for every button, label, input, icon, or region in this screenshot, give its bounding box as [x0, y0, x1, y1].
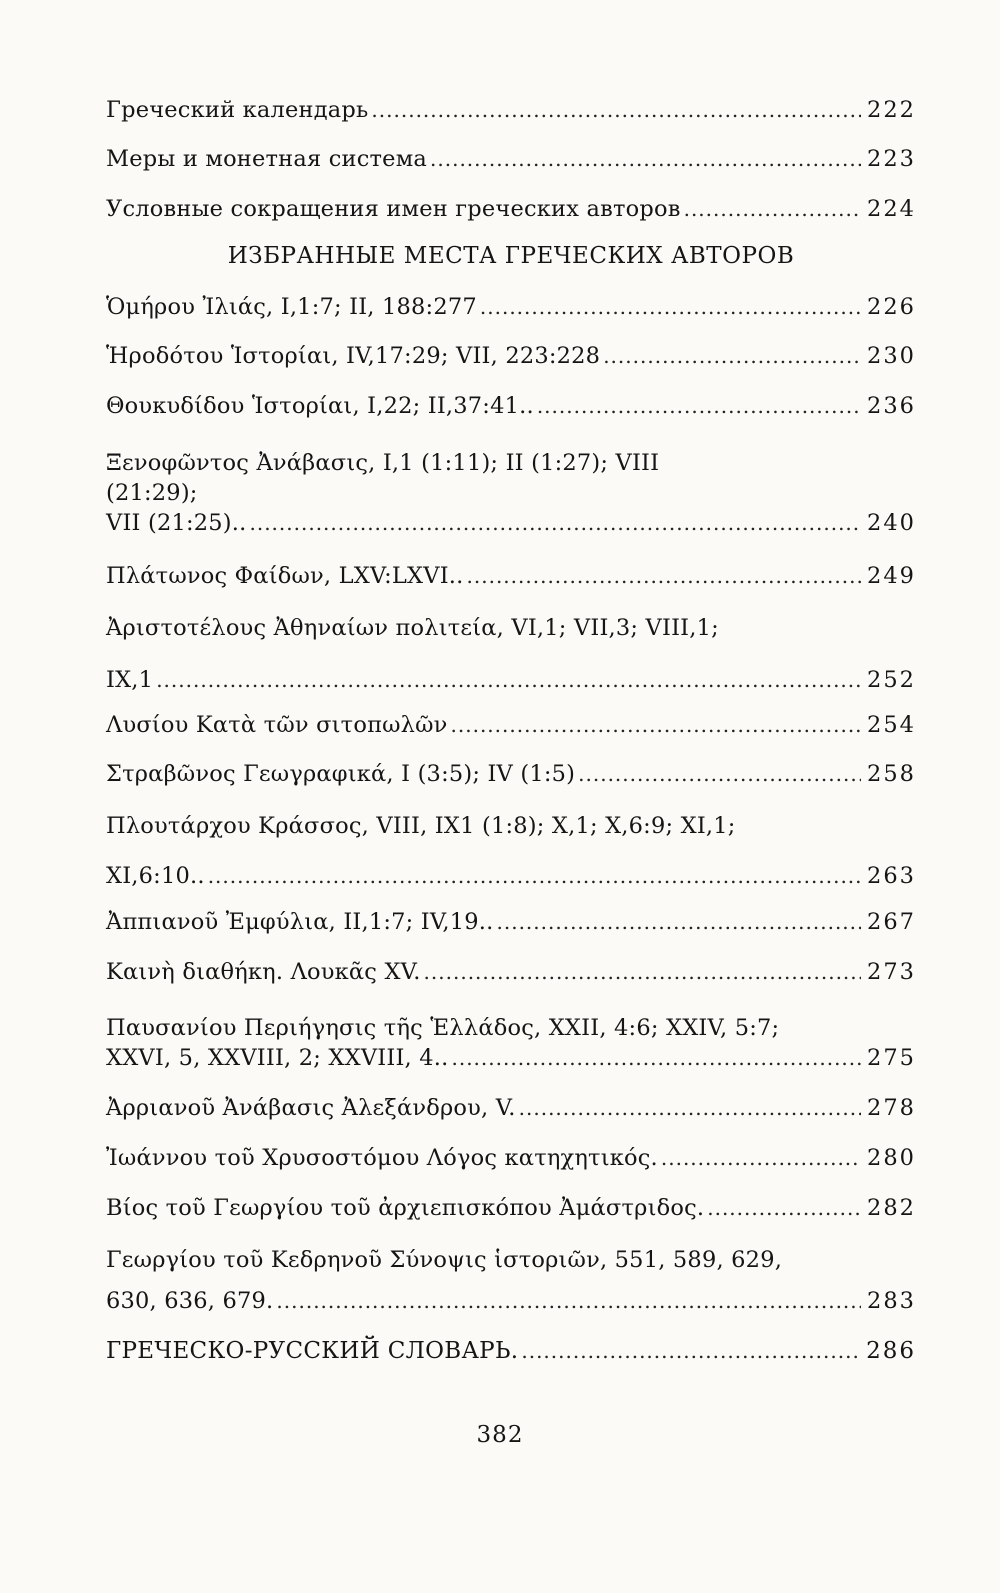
toc-entry-page: 258	[867, 761, 916, 787]
toc-entry-page: 273	[867, 959, 916, 985]
toc-entry-title: Πλουτάρχου Κράσσος, VIII, IX1 (1:8); X,1; X,6:9; XI,1;	[106, 813, 736, 839]
toc-entry-page: 236	[867, 393, 916, 419]
toc-entry	[106, 1245, 916, 1316]
toc-entry	[106, 908, 916, 937]
toc-entry-title: Греческий календарь	[106, 97, 369, 123]
toc-entry-title-continued: VII (21:25)..	[106, 510, 247, 536]
dot-leader	[467, 562, 862, 591]
toc-entry	[106, 711, 916, 740]
toc-entry-title-continued: 630, 636, 679.	[106, 1288, 274, 1314]
toc-entry-title: Βίος τοῦ Γεωργίου τοῦ ἀρχιεπισκόπου Ἀμάστριδος.	[106, 1195, 705, 1221]
toc-entry	[106, 1194, 916, 1223]
toc-entry-page: 283	[867, 1288, 916, 1314]
toc-entry-page: 282	[867, 1195, 916, 1221]
dot-leader	[497, 908, 862, 937]
toc-entry	[106, 958, 916, 987]
toc-entry	[106, 1144, 916, 1173]
toc-entry-page: 224	[867, 196, 916, 222]
toc-entry-title: Ἀππιανοῦ Ἐμφύλια, ΙΙ,1:7; IV,19..	[106, 909, 494, 935]
toc-entry-title: Условные сокращения имен греческих авторов	[106, 196, 681, 222]
toc-entry-page: 267	[867, 909, 916, 935]
toc-entry-title: Καινὴ διαθήκη. Λουκᾶς XV.	[106, 959, 421, 985]
toc-entry-page: 240	[867, 510, 916, 536]
dot-leader	[371, 96, 861, 125]
toc-entry	[106, 448, 916, 538]
toc-entry-title: Ἀρριανοῦ Ἀνάβασις Ἀλεξάνδρου, V.	[106, 1095, 516, 1121]
toc-entry-page: 249	[867, 563, 916, 589]
dot-leader	[661, 1144, 861, 1173]
dot-leader	[208, 862, 861, 891]
dot-leader	[156, 666, 861, 695]
toc-entry-title: Ἰωάννου τοῦ Χρυσοστόμου Λόγος κατηχητικός.	[106, 1145, 658, 1171]
toc-entry	[106, 392, 916, 421]
toc-entry-title-continued: IX,1	[106, 667, 154, 693]
toc-entry	[106, 195, 916, 224]
toc-entry-page: 230	[867, 343, 916, 369]
toc-entry	[106, 342, 916, 371]
toc-entry-page: 286	[866, 1338, 916, 1364]
dot-leader	[684, 195, 861, 224]
section-heading: ИЗБРАННЫЕ МЕСТА ГРЕЧЕСКИХ АВТОРОВ	[227, 243, 795, 269]
toc-entry	[106, 1094, 916, 1123]
dot-leader	[451, 1043, 861, 1073]
toc-entry-page: 278	[867, 1095, 916, 1121]
toc-entry	[106, 293, 916, 322]
toc-entry-title: Ξενοφῶντος Ἀνάβασις, Ι,1 (1:11); ΙΙ (1:27); VIII	[106, 450, 660, 476]
toc-entry-title-continued: XXVI, 5, XXVIII, 2; XXVIII, 4..	[106, 1045, 449, 1071]
page-number: 382	[476, 1422, 524, 1448]
toc-entry-title-continued: (21:29);	[106, 480, 198, 506]
toc-entry-page: 226	[867, 294, 916, 320]
toc-entry-title-continued: XI,6:10..	[106, 863, 205, 889]
dot-leader	[521, 1337, 860, 1366]
dot-leader	[424, 958, 862, 987]
toc-entry	[106, 1013, 916, 1073]
toc-entry	[106, 562, 916, 591]
dot-leader	[276, 1287, 861, 1316]
toc-entry-title: Θουκυδίδου Ἱστορίαι, Ι,22; ΙΙ,37:41..	[106, 393, 534, 419]
toc-entry-page: 223	[867, 146, 916, 172]
dot-leader	[519, 1094, 861, 1123]
toc-entry-page: 275	[867, 1045, 916, 1071]
dot-leader	[537, 392, 861, 421]
toc-entry	[106, 614, 916, 695]
toc-entry-title: Γεωργίου τοῦ Κεδρηνοῦ Σύνοψις ἱστοριῶν, 551, 589, 629,	[106, 1247, 783, 1273]
dot-leader	[707, 1194, 861, 1223]
toc-entry-title: Меры и монетная система	[106, 146, 428, 172]
toc-entry	[106, 812, 916, 891]
toc-entry	[106, 96, 916, 125]
toc-entry-title: Ἡροδότου Ἱστορίαι, IV,17:29; VII, 223:228	[106, 343, 601, 369]
dot-leader	[480, 293, 861, 322]
toc-entry-title: Ἀριστοτέλους Ἀθηναίων πολιτεία, VI,1; VII,3; VIII,1;	[106, 615, 719, 641]
dot-leader	[249, 508, 861, 538]
toc-entry-title: Ὁμήρου Ἰλιάς, Ι,1:7; ΙΙ, 188:277	[106, 294, 477, 320]
toc-entry	[106, 1337, 916, 1366]
toc-entry-title: ГРЕЧЕСКО-РУССКИЙ СЛОВАРЬ.	[106, 1338, 519, 1364]
toc-entry	[106, 760, 916, 789]
toc-entry-title: Λυσίου Κατὰ τῶν σιτοπωλῶν	[106, 712, 448, 738]
toc-entry-title: Πλάτωνος Φαίδων, LXV:LXVI..	[106, 563, 464, 589]
toc-entry-page: 263	[867, 863, 916, 889]
toc-entry-title: Στραβῶνος Γεωγραφικά, Ι (3:5); IV (1:5)	[106, 761, 576, 787]
toc-entry-title: Παυσανίου Περιήγησις τῆς Ἑλλάδος, XXII, 4:6; XXIV, 5:7;	[106, 1015, 780, 1041]
dot-leader	[430, 145, 861, 174]
toc-entry	[106, 145, 916, 174]
dot-leader	[603, 342, 861, 371]
toc-entry-page: 254	[867, 712, 916, 738]
dot-leader	[451, 711, 862, 740]
dot-leader	[578, 760, 861, 789]
toc-entry-page: 222	[867, 97, 916, 123]
toc-entry-page: 280	[867, 1145, 916, 1171]
toc-entry-page: 252	[867, 667, 916, 693]
